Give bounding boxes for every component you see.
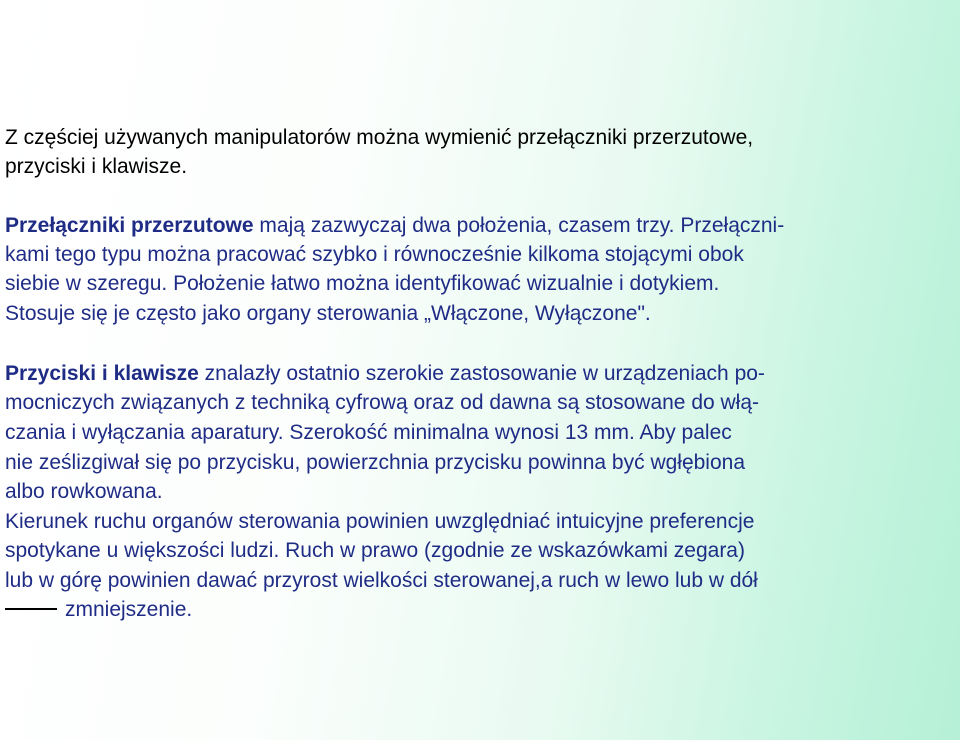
p3-line-1 bbox=[5, 362, 765, 386]
p3-line-4: nie ześlizgiwał się po przycisku, powierzchnia przycisku powinna być wgłębiona bbox=[5, 451, 746, 474]
p2-line-1-rest: mają zazwyczaj dwa położenia, czasem trzy. Przełączni- bbox=[253, 214, 785, 237]
p4-line-4-text: zmniejszenie. bbox=[65, 598, 193, 621]
p2-term: Przełączniki przerzutowe bbox=[5, 214, 254, 237]
p2-line-2: kami tego typu można pracować szybko i równocześnie kilkoma stojącymi obok bbox=[5, 243, 744, 266]
p2-line-3: siebie w szeregu. Położenie łatwo można identyfikować wizualnie i dotykiem. bbox=[5, 272, 720, 295]
p4-line-1: Kierunek ruchu organów sterowania powinien uwzględniać intuicyjne preferencje bbox=[5, 510, 755, 533]
p4-line-3: lub w górę powinien dawać przyrost wielkości sterowanej,a ruch w lewo lub w dół bbox=[5, 569, 758, 592]
p3-term: Przyciski i klawisze bbox=[5, 362, 199, 385]
dash-icon bbox=[5, 608, 57, 610]
p3-line-2: mocniczych związanych z techniką cyfrową oraz od dawna są stosowane do włą- bbox=[5, 391, 760, 414]
p3-line-3: czania i wyłączania aparatury. Szerokość minimalna wynosi 13 mm. Aby palec bbox=[5, 421, 732, 444]
p4-line-4 bbox=[5, 598, 192, 622]
p3-line-5: albo rowkowana. bbox=[5, 480, 163, 503]
p3-line-1-rest: znalazły ostatnio szerokie zastosowanie w urządzeniach po- bbox=[198, 362, 765, 385]
p2-line-1 bbox=[5, 214, 784, 238]
p2-line-4: Stosuje się je często jako organy sterowania „Włączone, Wyłączone". bbox=[5, 302, 651, 325]
p4-line-2: spotykane u większości ludzi. Ruch w prawo (zgodnie ze wskazówkami zegara) bbox=[5, 539, 745, 562]
p1-line-1: Z częściej używanych manipulatorów można wymienić przełączniki przerzutowe, bbox=[5, 126, 754, 149]
p1-line-2: przyciski i klawisze. bbox=[5, 155, 188, 178]
